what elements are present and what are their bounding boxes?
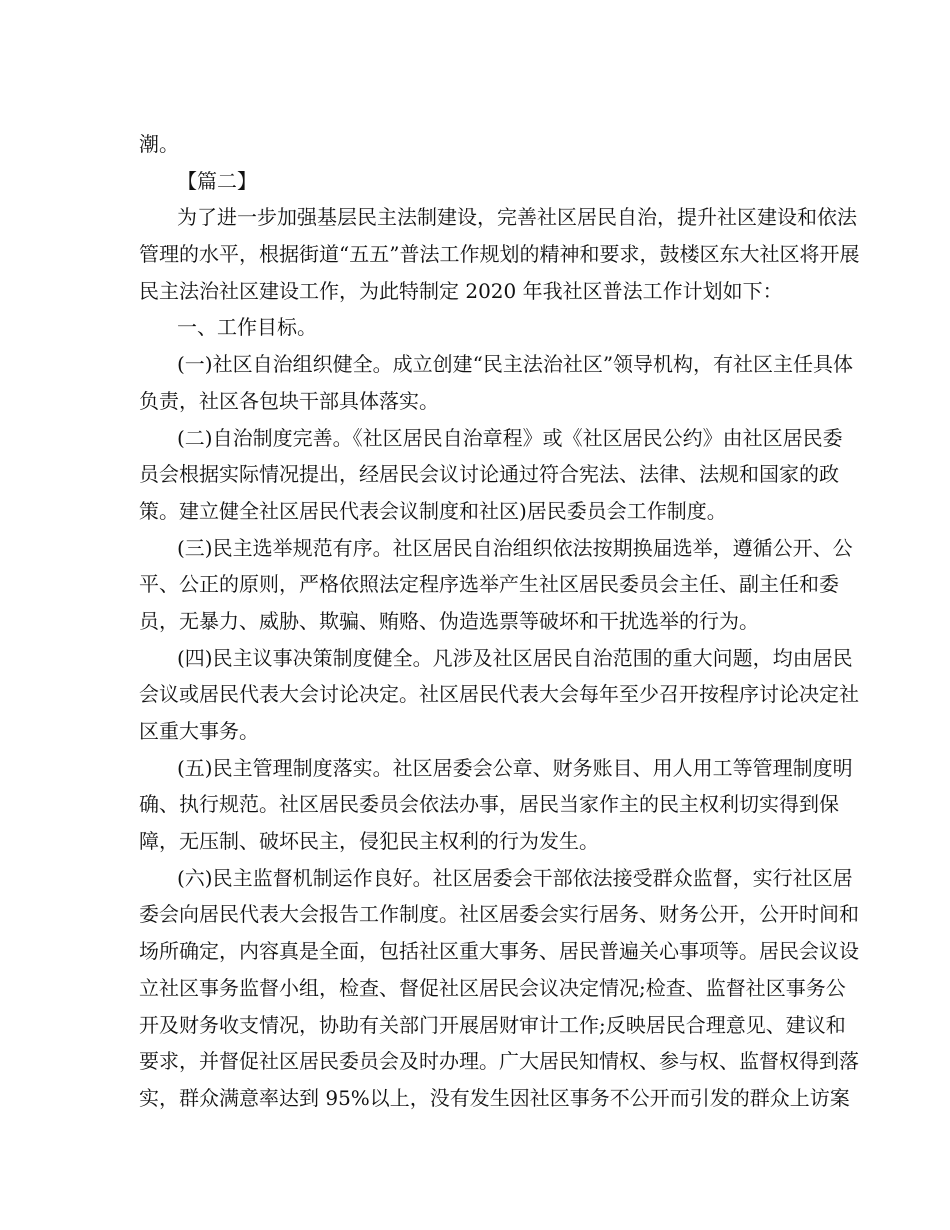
text-line: (二)自治制度完善。《社区居民自治章程》或《社区居民公约》由社区居民委 [177,425,843,450]
text-line: 实，群众满意率达到 95%以上，没有发生因社区事务不公开而引发的群众上访案 [139,1085,850,1110]
text-line: 策。建立健全社区居民代表会议制度和社区)居民委员会工作制度。 [139,498,727,523]
text-line: 立社区事务监督小组，检查、督促社区居民会议决定情况;检查、监督社区事务公 [139,975,846,1000]
text-line: 民主法治社区建设工作，为此特制定 2020 年我社区普法工作计划如下： [139,278,783,303]
text-line: 员，无暴力、威胁、欺骗、贿赂、伪造选票等破坏和干扰选举的行为。 [139,608,759,633]
text-line: (五)民主管理制度落实。社区居委会公章、财务账目、用人用工等管理制度明 [177,755,853,780]
text-line: (六)民主监督机制运作良好。社区居委会干部依法接受群众监督，实行社区居 [177,865,853,890]
text-line: 障，无压制、破坏民主，侵犯民主权利的行为发生。 [139,829,599,854]
text-line: 场所确定，内容真是全面，包括社区重大事务、居民普遍关心事项等。居民会议设 [139,939,859,964]
text-line: 员会根据实际情况提出，经居民会议讨论通过符合宪法、法律、法规和国家的政 [139,462,839,487]
text-line: 要求，并督促社区居民委员会及时办理。广大居民知情权、参与权、监督权得到落 [139,1049,859,1074]
section-heading: 【篇二】 [177,168,257,193]
text-line: 平、公正的原则，严格依照法定程序选举产生社区居民委员会主任、副主任和委 [139,572,839,597]
text-line: 确、执行规范。社区居民委员会依法办事，居民当家作主的民主权利切实得到保 [139,792,839,817]
text-line: 区重大事务。 [139,719,259,743]
text-line: 管理的水平，根据街道“五五”普法工作规划的精神和要求，鼓楼区东大社区将开展 [139,242,860,267]
document-body [139,126,860,1117]
text-line: 会议或居民代表大会讨论决定。社区居民代表大会每年至少召开按程序讨论决定社 [139,682,859,707]
subheading: 一、工作目标。 [177,315,317,340]
text-line: (一)社区自治组织健全。成立创建“民主法治社区”领导机构，有社区主任具体 [177,352,854,377]
text-line: (四)民主议事决策制度健全。凡涉及社区居民自治范围的重大问题，均由居民 [177,645,853,670]
text-line: 为了进一步加强基层民主法制建设，完善社区居民自治，提升社区建设和依法 [177,205,857,230]
text-line: (三)民主选举规范有序。社区居民自治组织依法按期换届选举，遵循公开、公 [177,535,853,560]
text-line: 开及财务收支情况，协助有关部门开展居财审计工作;反映居民合理意见、建议和 [139,1012,846,1037]
text-line: 潮。 [139,132,179,156]
text-line: 委会向居民代表大会报告工作制度。社区居委会实行居务、财务公开，公开时间和 [139,902,859,927]
text-line: 负责，社区各包块干部具体落实。 [139,388,439,413]
